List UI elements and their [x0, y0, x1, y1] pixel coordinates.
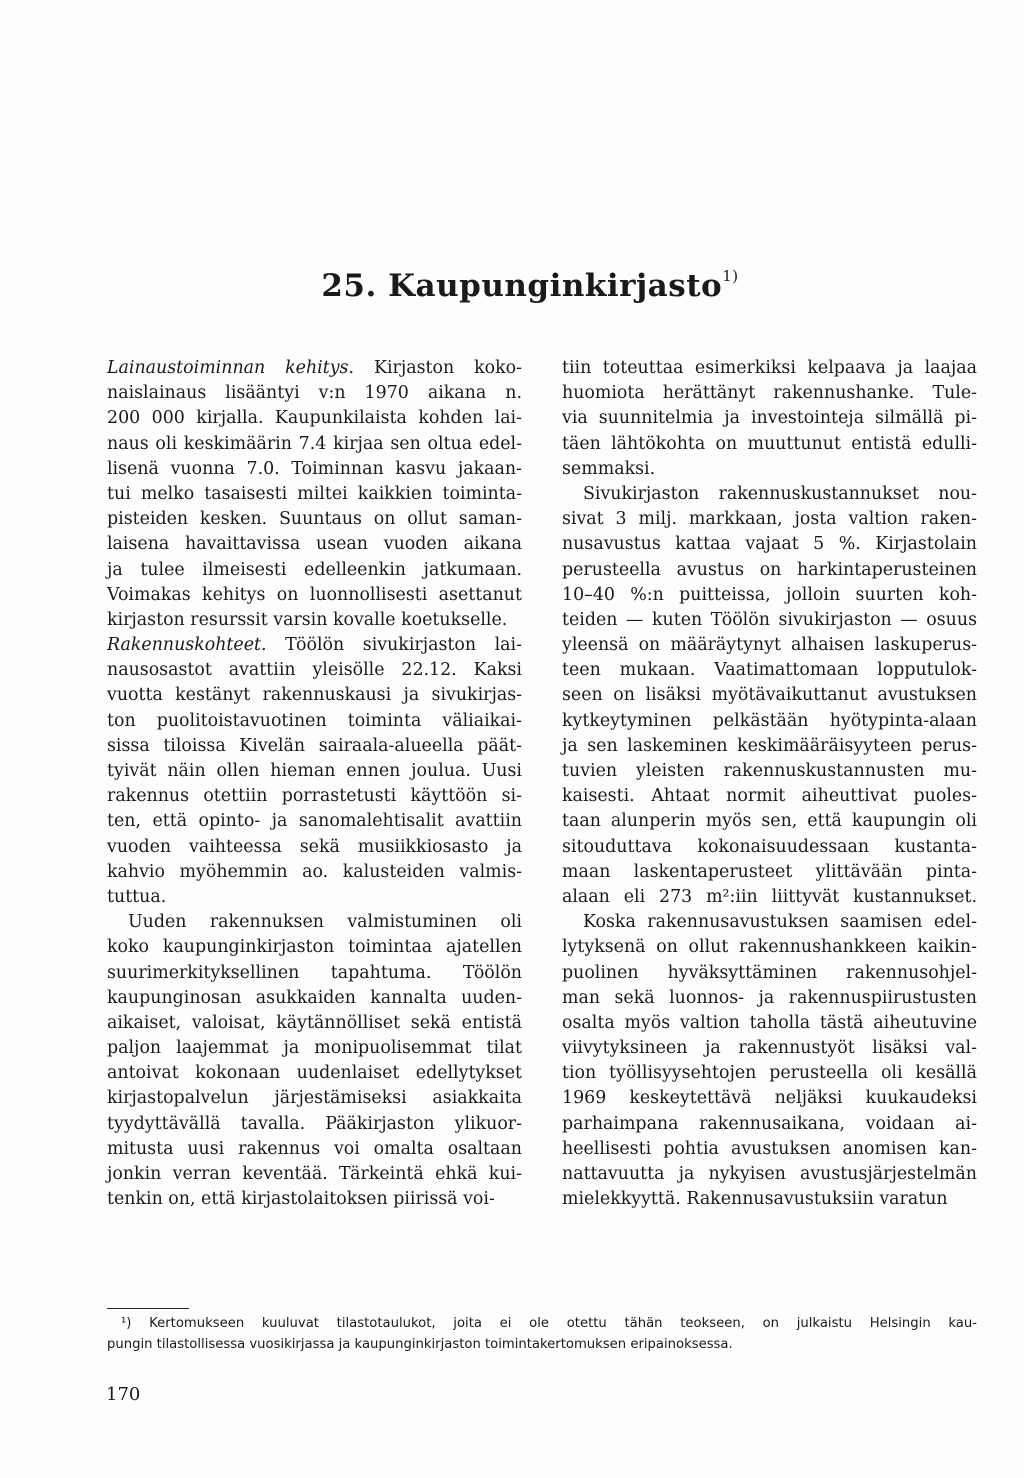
right-column-line: kytkeytyminen pelkästään hyötypinta-alaan	[562, 710, 977, 731]
right-column-line: man sekä luonnos- ja rakennuspiirustusten	[562, 987, 977, 1008]
right-column-line: nattavuutta ja nykyisen avustusjärjestelmän	[562, 1164, 977, 1184]
left-column-line: ton puolitoistavuotinen toiminta väliaikai-	[107, 710, 522, 731]
right-column-line: sivat 3 milj. markkaan, josta valtion raken-	[562, 509, 977, 530]
left-column-line: kahvio myöhemmin ao. kalusteiden valmis-	[107, 861, 522, 882]
left-column-line: tyivät näin ollen hieman ennen joulua. Uusi	[107, 761, 522, 781]
right-column-line: nusavustus kattaa vajaat 5 %. Kirjastolain	[562, 534, 977, 555]
right-column-line: teen mukaan. Vaatimattomaan lopputulok-	[562, 660, 977, 681]
left-column-line: mitusta uusi rakennus voi omalta osaltaan	[107, 1138, 522, 1159]
right-column-line: Koska rakennusavustuksen saamisen edel-	[583, 912, 977, 933]
footnote-divider	[107, 1308, 189, 1309]
right-column-line: seen on lisäksi myötävaikuttanut avustuksen	[562, 685, 977, 706]
chapter-title: 25. Kaupunginkirjasto	[321, 268, 723, 304]
right-column-line: parhaimpana rakennusaikana, voidaan ai-	[562, 1113, 977, 1134]
right-column-line: sitouduttava kokonaisuudessaan kustanta-	[562, 836, 977, 857]
right-column-line: Sivukirjaston rakennuskustannukset nou-	[583, 483, 977, 504]
left-column-line	[107, 356, 522, 381]
left-column-line: naislainaus lisääntyi v:n 1970 aikana n.	[107, 383, 522, 404]
left-column-line: suurimerkityksellinen tapahtuma. Töölön	[107, 962, 522, 983]
right-column-line: yleensä on määräytynyt alhaisen laskuperus-	[562, 635, 977, 656]
left-column-line: Uuden rakennuksen valmistuminen oli	[128, 912, 522, 933]
right-column-line: semmaksi.	[562, 458, 656, 479]
left-column-line: vuoden vaihteessa sekä musiikkiosasto ja	[107, 836, 522, 857]
right-column-line: ja sen laskeminen keskimääräisyyteen perus-	[562, 735, 977, 756]
left-column-line: ten, että opinto- ja sanomalehtisalit avattiin	[107, 811, 522, 832]
right-column-line: 10–40 %:n puitteissa, jolloin suurten koh-	[562, 584, 977, 605]
right-column-line: mielekkyyttä. Rakennusavustuksiin varatun	[562, 1189, 948, 1210]
left-column-line: tenkin on, että kirjastolaitoksen piirissä voi-	[107, 1189, 495, 1210]
right-column-line: täen lähtökohta on muuttunut entistä edulli-	[562, 433, 977, 454]
left-column-line: Voimakas kehitys on luonnollisesti asettanut	[107, 584, 522, 605]
left-column-line: tuttua.	[107, 886, 167, 907]
right-column-line: huomiota herättänyt rakennushanke. Tule-	[562, 383, 977, 404]
left-text-column	[107, 356, 522, 1212]
right-column-line: alaan eli 273 m²:iin liittyvät kustannukset.	[562, 886, 977, 907]
page-number: 170	[106, 1384, 141, 1405]
heading-footnote-mark: 1)	[722, 266, 739, 285]
left-column-line: koko kaupunginkirjaston toimintaa ajatellen	[107, 937, 522, 958]
right-column-line: osalta myös valtion taholla tästä aiheutuvine	[562, 1012, 977, 1033]
footnote-line: pungin tilastollisessa vuosikirjassa ja kaupunginkirjaston toimintakertomuksen eripainoksessa.	[107, 1337, 733, 1352]
left-column-line: tyydyttävällä tavalla. Pääkirjaston ylikuor-	[107, 1113, 522, 1134]
left-column-line: ja tulee ilmeisesti edelleenkin jatkumaan.	[107, 559, 522, 580]
left-column-line: kaupunginosan asukkaiden kannalta uuden-	[107, 987, 522, 1008]
left-column-line: vuotta kestänyt rakennuskausi ja sivukirjas-	[107, 685, 522, 706]
left-column-line: antoivat kokonaan uudenlaiset edellytykset	[107, 1063, 522, 1084]
left-column-line: paljon laajemmat ja monipuolisemmat tilat	[107, 1038, 522, 1059]
right-column-line: kaisesti. Ahtaat normit aiheuttivat puoles-	[562, 786, 977, 807]
right-column-line: taan alunperin myös sen, että kaupungin oli	[562, 811, 977, 832]
right-column-line: tion työllisyysehtojen perusteella oli kesällä	[562, 1063, 977, 1084]
right-column-line: maan laskentaperusteet ylittävään pinta-	[562, 861, 977, 882]
footnote	[107, 1313, 977, 1355]
section-lead: Lainaustoiminnan kehitys.	[107, 358, 355, 378]
left-column-line: nausosastot avattiin yleisölle 22.12. Kaksi	[107, 660, 522, 681]
right-text-column	[562, 356, 977, 1212]
left-column-line: naus oli keskimäärin 7.4 kirjaa sen oltua edel-	[107, 433, 522, 454]
left-column-line: tui melko tasaisesti miltei kaikkien toiminta-	[107, 483, 522, 504]
left-column-line: kirjaston resurssit varsin kovalle koetukselle.	[107, 609, 508, 630]
left-column-line: pisteiden kesken. Suuntaus on ollut saman-	[107, 509, 522, 530]
right-column-line: teiden — kuten Töölön sivukirjaston — osuus	[562, 609, 977, 630]
left-column-line: kirjastopalvelun järjestämiseksi asiakkaita	[107, 1088, 522, 1109]
right-column-line: puolinen hyväksyttäminen rakennusohjel-	[562, 962, 977, 983]
right-column-line: via suunnitelmia ja investointeja silmällä pi-	[562, 408, 977, 429]
right-column-line: perusteella avustus on harkintaperusteinen	[562, 559, 977, 580]
left-column-line: aikaiset, valoisat, käytännölliset sekä entistä	[107, 1012, 522, 1033]
left-column-line: sissa tiloissa Kivelän sairaala-alueella päät-	[107, 735, 522, 756]
left-column-line: laisena havaittavissa usean vuoden aikana	[107, 534, 522, 555]
right-column-line: 1969 keskeytettävä neljäksi kuukaudeksi	[562, 1088, 977, 1109]
section-lead: Rakennuskohteet.	[107, 635, 267, 656]
left-column-line: 200 000 kirjalla. Kaupunkilaista kohden lai-	[107, 408, 522, 429]
right-column-line: tiin toteuttaa esimerkiksi kelpaava ja laajaa	[562, 358, 977, 378]
right-column-line: viivytyksineen ja rakennustyöt lisäksi val-	[562, 1038, 977, 1059]
left-column-line: rakennus otettiin porrastetusti käyttöön si-	[107, 786, 522, 807]
section-lead-continuation: Kirjaston koko-	[354, 358, 522, 378]
left-column-line: jonkin verran keventää. Tärkeintä ehkä kui-	[107, 1164, 522, 1184]
left-column-line: lisenä vuonna 7.0. Toiminnan kasvu jakaan-	[107, 458, 522, 479]
footnote-line: ¹) Kertomukseen kuuluvat tilastotaulukot, joita ei ole otettu tähän teokseen, on julkaistu Helsingin kau-	[121, 1316, 977, 1331]
right-column-line: heellisesti pohtia avustuksen anomisen kan-	[562, 1138, 977, 1159]
chapter-heading	[36, 268, 1024, 304]
section-lead-continuation: Töölön sivukirjaston lai-	[266, 635, 522, 656]
left-column-line	[107, 633, 522, 658]
right-column-line: tuvien yleisten rakennuskustannusten mu-	[562, 761, 977, 781]
right-column-line: lytyksenä on ollut rakennushankkeen kaikin-	[562, 937, 977, 958]
